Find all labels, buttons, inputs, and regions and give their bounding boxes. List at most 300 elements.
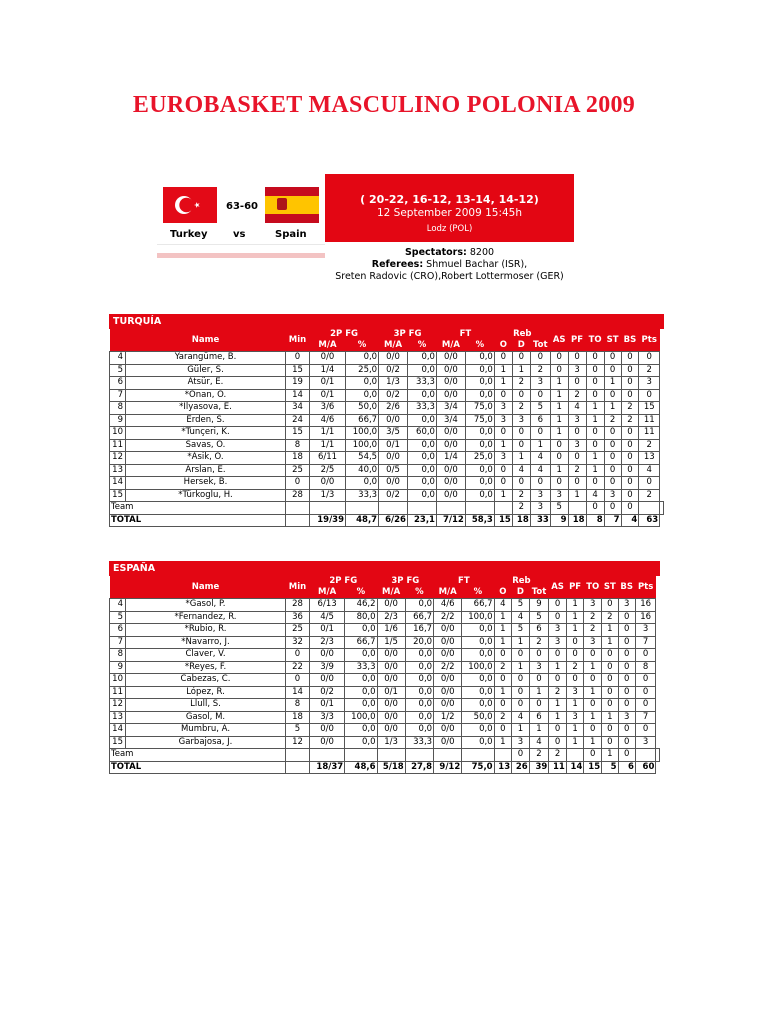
stat-cell: 3 <box>566 686 584 699</box>
stat-cell: 0/0 <box>310 736 345 749</box>
stat-cell <box>494 749 512 762</box>
col-2p-pct: % <box>346 340 379 352</box>
stat-cell: 2 <box>621 414 639 427</box>
stat-cell: 0 <box>494 674 512 687</box>
stat-cell: 0 <box>621 352 639 365</box>
stat-cell: 4 <box>494 599 512 612</box>
stat-cell: 60 <box>635 761 656 774</box>
player-row <box>110 661 660 674</box>
stat-cell: 32 <box>286 636 310 649</box>
stat-cell: 0 <box>635 724 656 737</box>
col-ft: FT <box>434 576 495 587</box>
stat-cell: 2 <box>512 489 530 502</box>
stat-cell: 0 <box>621 364 639 377</box>
stat-cell: 4 <box>530 452 550 465</box>
col-2p-ma: M/A <box>310 340 346 352</box>
player-row <box>110 389 664 402</box>
stat-cell: 0 <box>512 352 530 365</box>
stat-cell: 0/0 <box>436 389 465 402</box>
col-bs: BS <box>618 576 635 599</box>
stat-cell: 1 <box>584 686 602 699</box>
col-bs: BS <box>621 329 639 352</box>
stat-cell: Llull, S. <box>126 699 286 712</box>
stat-cell: 0 <box>568 452 586 465</box>
stat-cell: 0 <box>602 699 618 712</box>
stat-cell: 0 <box>602 661 618 674</box>
stat-cell: 100,0 <box>346 427 379 440</box>
stat-cell: 0 <box>529 674 549 687</box>
stat-cell: 7 <box>604 514 621 527</box>
col-st: ST <box>604 329 621 352</box>
stat-cell: 3 <box>530 502 550 515</box>
stat-cell: 0 <box>584 649 602 662</box>
stat-cell: Mumbru, A. <box>126 724 286 737</box>
team-row <box>110 749 660 762</box>
player-row <box>110 599 660 612</box>
stat-cell: 75,0 <box>462 761 494 774</box>
stat-cell: 54,5 <box>346 452 379 465</box>
stat-cell: 0 <box>621 439 639 452</box>
stat-cell: 0 <box>618 636 635 649</box>
stat-cell: 3 <box>529 661 549 674</box>
stat-cell: 0,0 <box>462 736 494 749</box>
stat-cell: 5 <box>110 364 126 377</box>
stat-cell: 1 <box>604 402 621 415</box>
stat-cell: 2 <box>529 749 549 762</box>
stat-cell: 0 <box>568 477 586 490</box>
stat-cell: 0 <box>618 736 635 749</box>
stat-cell: 2 <box>639 439 660 452</box>
stat-cell: 0/0 <box>310 352 346 365</box>
stat-cell: 1 <box>584 736 602 749</box>
stat-cell: 4 <box>529 736 549 749</box>
col-pts: Pts <box>639 329 660 352</box>
stat-cell: 0 <box>586 364 604 377</box>
stat-cell: 100,0 <box>462 661 494 674</box>
stat-cell: 0,0 <box>462 724 494 737</box>
stat-cell: 0/0 <box>310 724 345 737</box>
stat-cell: 2/6 <box>379 402 408 415</box>
stat-cell: 1 <box>602 749 618 762</box>
stat-cell: 0 <box>635 674 656 687</box>
col-pf: PF <box>566 576 584 599</box>
stat-cell: 5 <box>110 611 126 624</box>
stat-cell: 0/0 <box>434 699 462 712</box>
stat-cell: 0 <box>635 699 656 712</box>
stat-cell: 0 <box>635 649 656 662</box>
col-ft-pct: % <box>465 340 494 352</box>
stat-cell: 1 <box>512 636 530 649</box>
stat-cell: 2/2 <box>434 661 462 674</box>
stat-cell: 48,6 <box>345 761 377 774</box>
stat-cell: 7 <box>635 711 656 724</box>
stat-cell: 1 <box>602 711 618 724</box>
stat-cell: 9 <box>110 661 126 674</box>
referees-line <box>325 259 574 270</box>
stat-cell <box>346 502 379 515</box>
stat-cell: 0 <box>530 389 550 402</box>
stat-cell: 0 <box>286 477 310 490</box>
stat-cell: 0/1 <box>377 686 405 699</box>
stat-cell: 33,3 <box>345 661 377 674</box>
stat-cell: 2 <box>621 402 639 415</box>
stat-cell: 0 <box>530 477 550 490</box>
stat-cell: 0 <box>512 439 530 452</box>
stat-cell: Savas, O. <box>126 439 286 452</box>
stat-cell: 15 <box>639 402 660 415</box>
stat-cell: 1/3 <box>377 736 405 749</box>
stat-cell: 1 <box>549 661 567 674</box>
stat-cell: 1 <box>494 636 512 649</box>
stat-cell: 0 <box>549 736 567 749</box>
stat-cell: 26 <box>512 761 530 774</box>
stat-cell: 6/26 <box>379 514 408 527</box>
stat-cell: 0 <box>618 724 635 737</box>
stat-cell: 0 <box>512 749 530 762</box>
stat-cell: 0 <box>512 389 530 402</box>
stat-cell: 0 <box>586 389 604 402</box>
stat-cell: 0 <box>602 736 618 749</box>
stat-cell: 18 <box>568 514 586 527</box>
stat-cell: 5/18 <box>377 761 405 774</box>
stat-cell: 4 <box>530 464 550 477</box>
stat-cell: 0 <box>494 464 512 477</box>
header-divider <box>157 244 325 245</box>
stat-cell: 0 <box>566 674 584 687</box>
stat-cell: 0/1 <box>310 389 346 402</box>
stat-cell: 14 <box>110 724 126 737</box>
stat-cell: 1 <box>550 464 568 477</box>
stat-cell: 40,0 <box>346 464 379 477</box>
stat-cell: 2/3 <box>310 636 345 649</box>
stat-cell: 3/4 <box>436 402 465 415</box>
stat-cell: 1 <box>566 699 584 712</box>
player-row <box>110 452 664 465</box>
stat-cell: 1 <box>494 686 512 699</box>
player-row <box>110 636 660 649</box>
stat-cell: Yarangüme, B. <box>126 352 286 365</box>
col-ft-ma: M/A <box>436 340 465 352</box>
player-row <box>110 724 660 737</box>
stat-cell: 50,0 <box>462 711 494 724</box>
stat-cell: 3 <box>512 414 530 427</box>
stat-cell: 3 <box>549 624 567 637</box>
stat-cell: 0/0 <box>436 364 465 377</box>
stat-cell: 46,2 <box>345 599 377 612</box>
stat-cell: 75,0 <box>465 402 494 415</box>
stat-cell: 4 <box>586 489 604 502</box>
stat-cell: 0 <box>286 674 310 687</box>
stat-cell <box>345 749 377 762</box>
stat-cell: 1 <box>529 686 549 699</box>
stat-cell: 0/2 <box>379 389 408 402</box>
total-row-label: TOTAL <box>110 514 286 527</box>
stat-cell: 0 <box>584 749 602 762</box>
stat-cell: 2 <box>639 489 660 502</box>
stat-cell: 0,0 <box>407 364 436 377</box>
stat-cell: 0 <box>550 452 568 465</box>
stat-cell: 0 <box>584 724 602 737</box>
team-row-label: Team <box>110 749 286 762</box>
stat-cell: 0 <box>512 477 530 490</box>
total-row-label: TOTAL <box>110 761 286 774</box>
stat-cell: 3 <box>494 414 512 427</box>
stat-cell: 0 <box>586 352 604 365</box>
stat-cell: 0,0 <box>345 624 377 637</box>
stat-cell: 0,0 <box>405 674 433 687</box>
stat-cell: 1/1 <box>310 427 346 440</box>
final-score: 63-60 <box>226 201 258 212</box>
stat-cell: 22 <box>286 661 310 674</box>
stat-cell: *Onan, Ö. <box>126 389 286 402</box>
stat-cell: Güler, S. <box>126 364 286 377</box>
col-3p-pct: % <box>405 587 433 599</box>
player-row <box>110 674 660 687</box>
total-row <box>110 761 660 774</box>
col-reb-tot: Tot <box>529 587 549 599</box>
stat-cell: 0/2 <box>379 364 408 377</box>
stat-cell: 5 <box>512 599 530 612</box>
stat-cell: 7 <box>110 389 126 402</box>
stat-cell: 0/0 <box>436 352 465 365</box>
spectators-label: Spectators: <box>404 247 467 258</box>
stat-cell: 0 <box>529 699 549 712</box>
stat-cell: 6/11 <box>310 452 346 465</box>
col-3p-ma: M/A <box>377 587 405 599</box>
stat-cell <box>465 502 494 515</box>
stat-cell: 1 <box>586 464 604 477</box>
stat-cell: 1 <box>512 364 530 377</box>
stat-cell: 0/0 <box>436 377 465 390</box>
header-divider-bar <box>157 253 325 258</box>
stat-cell <box>405 749 433 762</box>
stat-cell: 100,0 <box>345 711 377 724</box>
stat-cell: 0/0 <box>434 736 462 749</box>
stat-cell <box>310 502 346 515</box>
home-team-label: Turkey <box>170 229 208 240</box>
stat-cell: 0 <box>568 427 586 440</box>
stat-cell: 0 <box>604 352 621 365</box>
stat-cell: 0/0 <box>436 477 465 490</box>
stat-cell: 0 <box>530 427 550 440</box>
turkey-flag-icon <box>163 187 217 223</box>
stat-cell: 0 <box>618 649 635 662</box>
stat-cell: 15 <box>110 489 126 502</box>
stat-cell: 0,0 <box>405 686 433 699</box>
stat-cell: 0/0 <box>377 674 405 687</box>
stat-cell: 0 <box>550 477 568 490</box>
stat-cell <box>436 502 465 515</box>
team-row-label: Team <box>110 502 286 515</box>
stat-cell: 2 <box>512 402 530 415</box>
player-row <box>110 736 660 749</box>
stat-cell: 0/0 <box>434 686 462 699</box>
stat-cell: 0/0 <box>379 452 408 465</box>
col-reb-tot: Tot <box>530 340 550 352</box>
stat-cell: 0,0 <box>462 686 494 699</box>
stat-cell: 8 <box>110 649 126 662</box>
player-row <box>110 611 660 624</box>
stat-cell: 0/0 <box>436 464 465 477</box>
stat-cell: 0/0 <box>436 489 465 502</box>
stat-cell: 3 <box>635 736 656 749</box>
stat-cell: Claver, V. <box>126 649 286 662</box>
total-row <box>110 514 664 527</box>
stat-cell: 11 <box>549 761 567 774</box>
stat-cell: 1 <box>494 624 512 637</box>
referees-label: Referees: <box>371 259 424 270</box>
stat-cell: *Fernandez, R. <box>126 611 286 624</box>
stat-cell: 0/0 <box>379 414 408 427</box>
stat-table-turquia <box>109 314 664 527</box>
stat-cell: 2/5 <box>310 464 346 477</box>
stat-cell: 0 <box>494 352 512 365</box>
col-reb-d: D <box>512 587 530 599</box>
stat-cell: 2 <box>512 377 530 390</box>
stat-cell: 4 <box>110 352 126 365</box>
col-reb-o: O <box>494 340 512 352</box>
box-score-table <box>109 576 660 774</box>
stat-cell: 25,0 <box>465 452 494 465</box>
stat-cell: 1/3 <box>310 489 346 502</box>
stat-cell: 4 <box>512 711 530 724</box>
stat-cell: Arslan, E. <box>126 464 286 477</box>
stat-cell: 0,0 <box>407 352 436 365</box>
col-3pfg: 3P FG <box>379 329 437 340</box>
stat-cell: 0,0 <box>407 464 436 477</box>
stat-cell: 0 <box>639 352 660 365</box>
stat-cell: 1 <box>602 624 618 637</box>
stat-cell: 1 <box>586 452 604 465</box>
stat-cell: 1 <box>602 636 618 649</box>
stat-cell: 0 <box>604 502 621 515</box>
stat-cell: 0 <box>586 427 604 440</box>
stat-cell: 0/0 <box>310 477 346 490</box>
stat-cell: 1 <box>529 724 549 737</box>
stat-cell: 1 <box>494 439 512 452</box>
stat-cell: 0 <box>586 439 604 452</box>
stat-cell: 0,0 <box>465 389 494 402</box>
stat-cell: 0 <box>602 686 618 699</box>
stat-cell: 0,0 <box>407 439 436 452</box>
stat-cell: 0,0 <box>405 699 433 712</box>
stat-cell <box>639 502 660 515</box>
stat-cell: 3/4 <box>436 414 465 427</box>
col-min: Min <box>286 329 310 352</box>
stat-cell: 2 <box>568 389 586 402</box>
stat-cell: 14 <box>286 686 310 699</box>
stat-cell: 0/2 <box>310 686 345 699</box>
stat-cell: 48,7 <box>346 514 379 527</box>
stat-cell: 0,0 <box>346 477 379 490</box>
stat-cell: 25 <box>286 464 310 477</box>
stat-cell: 0,0 <box>465 377 494 390</box>
col-st: ST <box>602 576 618 599</box>
stat-cell: 1/4 <box>310 364 346 377</box>
stat-cell: 0 <box>549 611 567 624</box>
stat-cell: 8 <box>635 661 656 674</box>
stat-cell: 18/37 <box>310 761 345 774</box>
stat-cell <box>407 502 436 515</box>
stat-cell: 39 <box>529 761 549 774</box>
stat-cell: 0/0 <box>377 599 405 612</box>
stat-cell: 33,3 <box>346 489 379 502</box>
stat-cell: 0 <box>494 699 512 712</box>
stat-cell <box>286 761 310 774</box>
stat-cell: 58,3 <box>465 514 494 527</box>
stat-cell: 3 <box>550 489 568 502</box>
stat-cell: Atsür, E. <box>126 377 286 390</box>
stat-cell: 0/1 <box>310 624 345 637</box>
stat-cell: 3 <box>494 452 512 465</box>
stat-cell: 2 <box>494 711 512 724</box>
stat-cell: 0,0 <box>465 489 494 502</box>
stat-cell: 0,0 <box>345 686 377 699</box>
stat-cell: 12 <box>286 736 310 749</box>
stat-cell: 4 <box>110 599 126 612</box>
stat-cell: 0 <box>530 352 550 365</box>
stat-cell: Gasol, M. <box>126 711 286 724</box>
stat-cell: 1 <box>566 624 584 637</box>
stat-cell: 0,0 <box>462 699 494 712</box>
team-row <box>110 502 664 515</box>
stat-cell <box>434 749 462 762</box>
stat-cell: 1 <box>530 439 550 452</box>
stat-cell: 0,0 <box>345 649 377 662</box>
stat-cell: 11 <box>639 414 660 427</box>
stat-cell: 0 <box>550 439 568 452</box>
stat-cell: 4 <box>512 464 530 477</box>
player-row <box>110 414 664 427</box>
stat-cell: 0 <box>639 389 660 402</box>
stat-cell: 1 <box>494 736 512 749</box>
stat-cell: 66,7 <box>462 599 494 612</box>
player-row <box>110 364 664 377</box>
referees-value-1: Shmuel Bachar (ISR), <box>426 259 528 270</box>
stat-cell: 2/3 <box>377 611 405 624</box>
stat-cell: 0 <box>549 674 567 687</box>
stat-cell <box>656 749 660 762</box>
stat-cell: 0 <box>639 477 660 490</box>
stat-cell: 0 <box>494 649 512 662</box>
stat-cell: 4 <box>621 514 639 527</box>
stat-cell: 5 <box>512 624 530 637</box>
col-reb: Reb <box>494 329 550 340</box>
stat-cell: 0 <box>602 674 618 687</box>
stat-cell: 15 <box>494 514 512 527</box>
stat-cell: 19 <box>286 377 310 390</box>
stat-cell: 100,0 <box>462 611 494 624</box>
player-row <box>110 699 660 712</box>
stat-cell: 0/0 <box>434 624 462 637</box>
stat-cell: 0 <box>621 502 639 515</box>
stat-cell: 0 <box>494 724 512 737</box>
col-reb-o: O <box>494 587 512 599</box>
stat-cell: 3/9 <box>310 661 345 674</box>
stat-cell: 3 <box>566 711 584 724</box>
stat-cell: *Rubio, R. <box>126 624 286 637</box>
stat-cell: 0,0 <box>407 489 436 502</box>
team-name: ESPAÑA <box>113 563 156 574</box>
player-row <box>110 624 660 637</box>
stat-cell: 25 <box>286 624 310 637</box>
stat-cell: 0,0 <box>405 599 433 612</box>
stat-cell: 33,3 <box>407 402 436 415</box>
stat-cell: 4 <box>568 402 586 415</box>
col-pts: Pts <box>635 576 656 599</box>
stat-cell: 75,0 <box>465 414 494 427</box>
stat-cell: 3 <box>604 489 621 502</box>
